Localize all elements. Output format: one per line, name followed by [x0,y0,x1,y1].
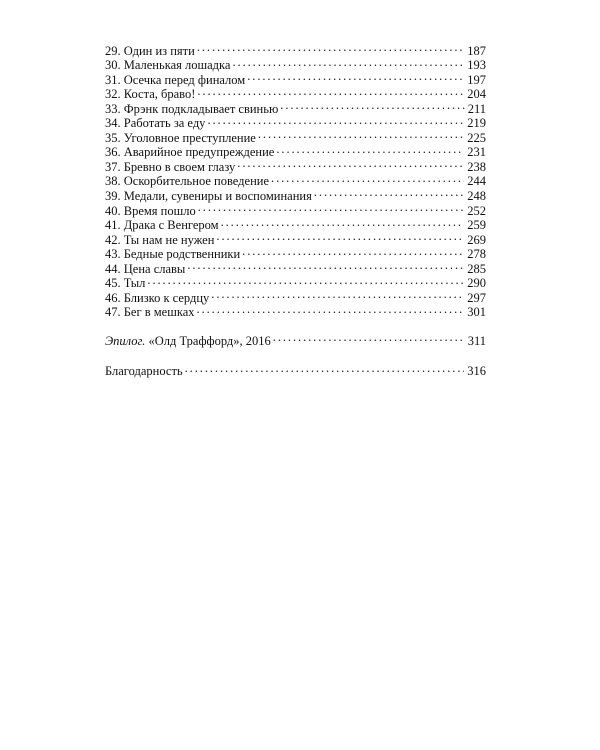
toc-dot-leader [197,40,464,55]
toc-entry-title: Благодарность [105,364,183,379]
toc-entry[interactable] [105,287,486,305]
toc-dot-leader [247,69,464,84]
toc-entry-page: 290 [467,276,486,291]
toc-entry-page: 301 [467,305,486,320]
toc-dot-leader [237,156,464,171]
toc-dot-leader [280,98,464,113]
toc-dot-leader [211,287,464,302]
toc-entry-page: 231 [467,145,486,160]
chapter-list [105,40,486,320]
toc-entry-title: 37. Бревно в своем глазу [105,159,236,174]
toc-entry-title: 34. Работать за еду [105,116,206,131]
toc-dot-leader [207,113,464,128]
toc-dot-leader [314,185,464,200]
toc-dot-leader [147,273,464,288]
toc-entry-page: 278 [467,247,486,262]
toc-entry-title: 38. Оскорбительное поведение [105,174,270,189]
toc-entry-page: 316 [467,364,486,379]
toc-dot-leader [232,55,464,70]
toc-entry-page: 252 [467,203,486,218]
toc-entry-title [105,334,273,349]
toc-entry-page: 297 [467,290,486,305]
toc-entry-title: 45. Тыл [105,276,146,291]
toc-dot-leader [185,361,465,376]
toc-entry-title: 33. Фрэнк подкладывает свинью [105,101,279,116]
toc-entry-page: 219 [467,116,486,131]
toc-entry-title: 32. Коста, браво! [105,87,196,102]
toc-entry-page: 269 [467,232,486,247]
toc-entry[interactable] [105,40,486,58]
toc-dot-leader [197,302,465,317]
toc-entry-title: 40. Время пошло [105,203,196,218]
toc-dot-leader [216,229,464,244]
toc-entry-epilogue[interactable] [105,330,486,348]
toc-entry-page: 244 [467,174,486,189]
toc-entry-page: 248 [467,189,486,204]
toc-entry-page: 225 [467,130,486,145]
toc-entry-title: 43. Бедные родственники [105,247,241,262]
toc-entry-title: 35. Уголовное преступление [105,130,256,145]
toc-entry-page: 285 [467,261,486,276]
toc-entry-page: 193 [467,58,486,73]
toc-entry-page: 238 [467,159,486,174]
toc-entry-title: 31. Осечка перед финалом [105,72,246,87]
toc-entry-page: 197 [467,72,486,87]
toc-dot-leader [258,127,464,142]
toc-dot-leader [197,84,464,99]
epilogue-prefix: Эпилог. [105,333,146,348]
toc-entry-title: 29. Один из пяти [105,43,195,58]
toc-dot-leader [242,244,464,259]
toc-entry-title: 30. Маленькая лошадка [105,58,231,73]
toc-dot-leader [198,200,465,215]
toc-entry-title: 42. Ты нам не нужен [105,232,215,247]
toc-dot-leader [221,215,465,230]
toc-entry-title: 47. Бег в мешках [105,305,195,320]
toc-entry-page: 187 [467,43,486,58]
toc-entry-page: 311 [467,333,486,348]
toc-entry-page: 259 [467,218,486,233]
toc-entry-page: 211 [467,101,486,116]
toc-entry-title: 36. Аварийное предупреждение [105,145,275,160]
toc-dot-leader [276,142,464,157]
toc-entry-title: 41. Драка с Венгером [105,218,219,233]
toc-entry-title: 44. Цена славы [105,261,186,276]
toc-dot-leader [273,330,465,345]
toc-dot-leader [187,258,464,273]
table-of-contents [105,40,486,379]
toc-entry[interactable] [105,273,486,291]
toc-entry-acknowledgements[interactable] [105,361,486,379]
epilogue-title: «Олд Траффорд», 2016 [148,333,271,348]
toc-entry-page: 204 [467,87,486,102]
toc-entry-title: 39. Медали, сувениры и воспоминания [105,189,312,204]
toc-entry-title: 46. Близко к сердцу [105,290,210,305]
toc-dot-leader [271,171,464,186]
